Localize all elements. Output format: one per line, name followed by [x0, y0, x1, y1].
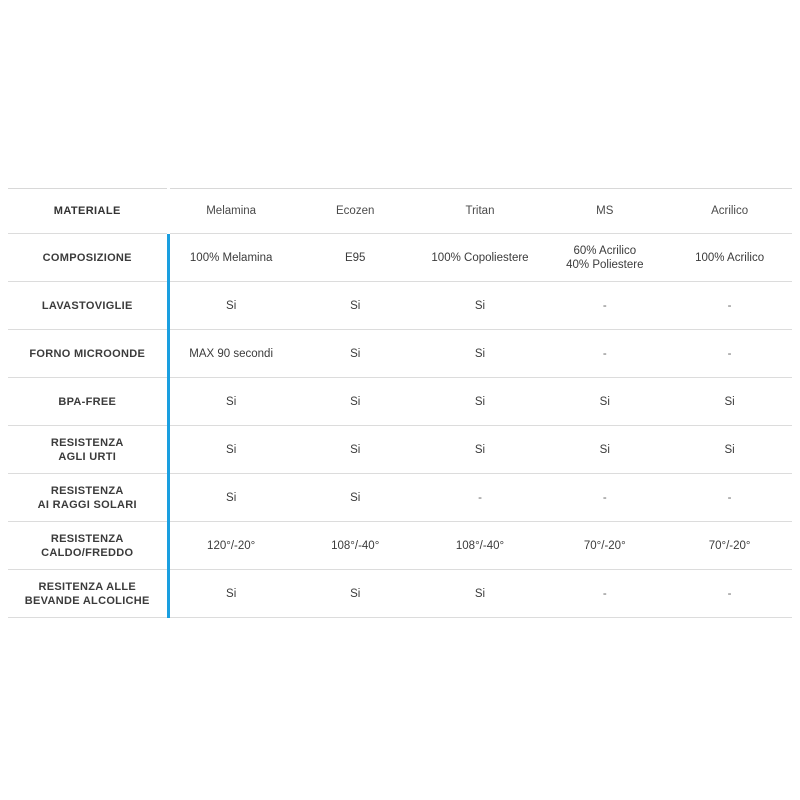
table-cell: Si [542, 426, 667, 474]
row-label: RESISTENZA CALDO/FREDDO [8, 522, 168, 570]
table-cell: - [667, 570, 792, 618]
table-body [8, 234, 792, 618]
table-cell: Si [418, 378, 543, 426]
table-cell: - [542, 330, 667, 378]
table-cell: Si [418, 330, 543, 378]
column-header-melamina: Melamina [168, 189, 293, 234]
table-row [8, 330, 792, 378]
column-header-tritan: Tritan [418, 189, 543, 234]
table-cell: Si [168, 378, 293, 426]
table-cell: E95 [293, 234, 418, 282]
row-label: LAVASTOVIGLIE [8, 282, 168, 330]
column-header-ecozen: Ecozen [293, 189, 418, 234]
table-cell: - [542, 474, 667, 522]
table-cell: Si [667, 378, 792, 426]
table-cell: 60% Acrilico 40% Poliestere [542, 234, 667, 282]
table-row [8, 234, 792, 282]
column-header-materiale: MATERIALE [8, 189, 168, 234]
table-row [8, 426, 792, 474]
table-cell: Si [168, 426, 293, 474]
column-header-ms: MS [542, 189, 667, 234]
table-cell: 120°/-20° [168, 522, 293, 570]
table-row [8, 570, 792, 618]
table-cell: Si [168, 282, 293, 330]
table-cell: - [542, 282, 667, 330]
table-wrap [8, 188, 792, 618]
table-cell: 108°/-40° [293, 522, 418, 570]
table-row [8, 378, 792, 426]
table-header-row [8, 189, 792, 234]
table-cell: Si [293, 330, 418, 378]
row-label: RESITENZA ALLE BEVANDE ALCOLICHE [8, 570, 168, 618]
table-cell: Si [293, 474, 418, 522]
table-cell: MAX 90 secondi [168, 330, 293, 378]
table-cell: 100% Acrilico [667, 234, 792, 282]
row-label: BPA-FREE [8, 378, 168, 426]
table-row [8, 474, 792, 522]
table-cell: 100% Copoliestere [418, 234, 543, 282]
table-cell: - [418, 474, 543, 522]
row-label: FORNO MICROONDE [8, 330, 168, 378]
table-cell: - [667, 330, 792, 378]
row-label: COMPOSIZIONE [8, 234, 168, 282]
table-cell: - [667, 282, 792, 330]
table-cell: Si [293, 570, 418, 618]
table-cell: Si [418, 426, 543, 474]
table-cell: Si [168, 570, 293, 618]
table-cell: 70°/-20° [542, 522, 667, 570]
table-cell: 108°/-40° [418, 522, 543, 570]
table-cell: Si [418, 282, 543, 330]
table-cell: 70°/-20° [667, 522, 792, 570]
table-cell: Si [418, 570, 543, 618]
table-cell: Si [542, 378, 667, 426]
table-cell: Si [293, 378, 418, 426]
row-label: RESISTENZA AGLI URTI [8, 426, 168, 474]
column-header-acrilico: Acrilico [667, 189, 792, 234]
table-cell: Si [667, 426, 792, 474]
material-comparison-table [8, 188, 792, 618]
table-cell: - [667, 474, 792, 522]
table-cell: - [542, 570, 667, 618]
row-label: RESISTENZA AI RAGGI SOLARI [8, 474, 168, 522]
table-cell: Si [293, 426, 418, 474]
table-cell: Si [293, 282, 418, 330]
table-cell: 100% Melamina [168, 234, 293, 282]
table-header [8, 189, 792, 234]
table-row [8, 282, 792, 330]
table-cell: Si [168, 474, 293, 522]
table-row [8, 522, 792, 570]
